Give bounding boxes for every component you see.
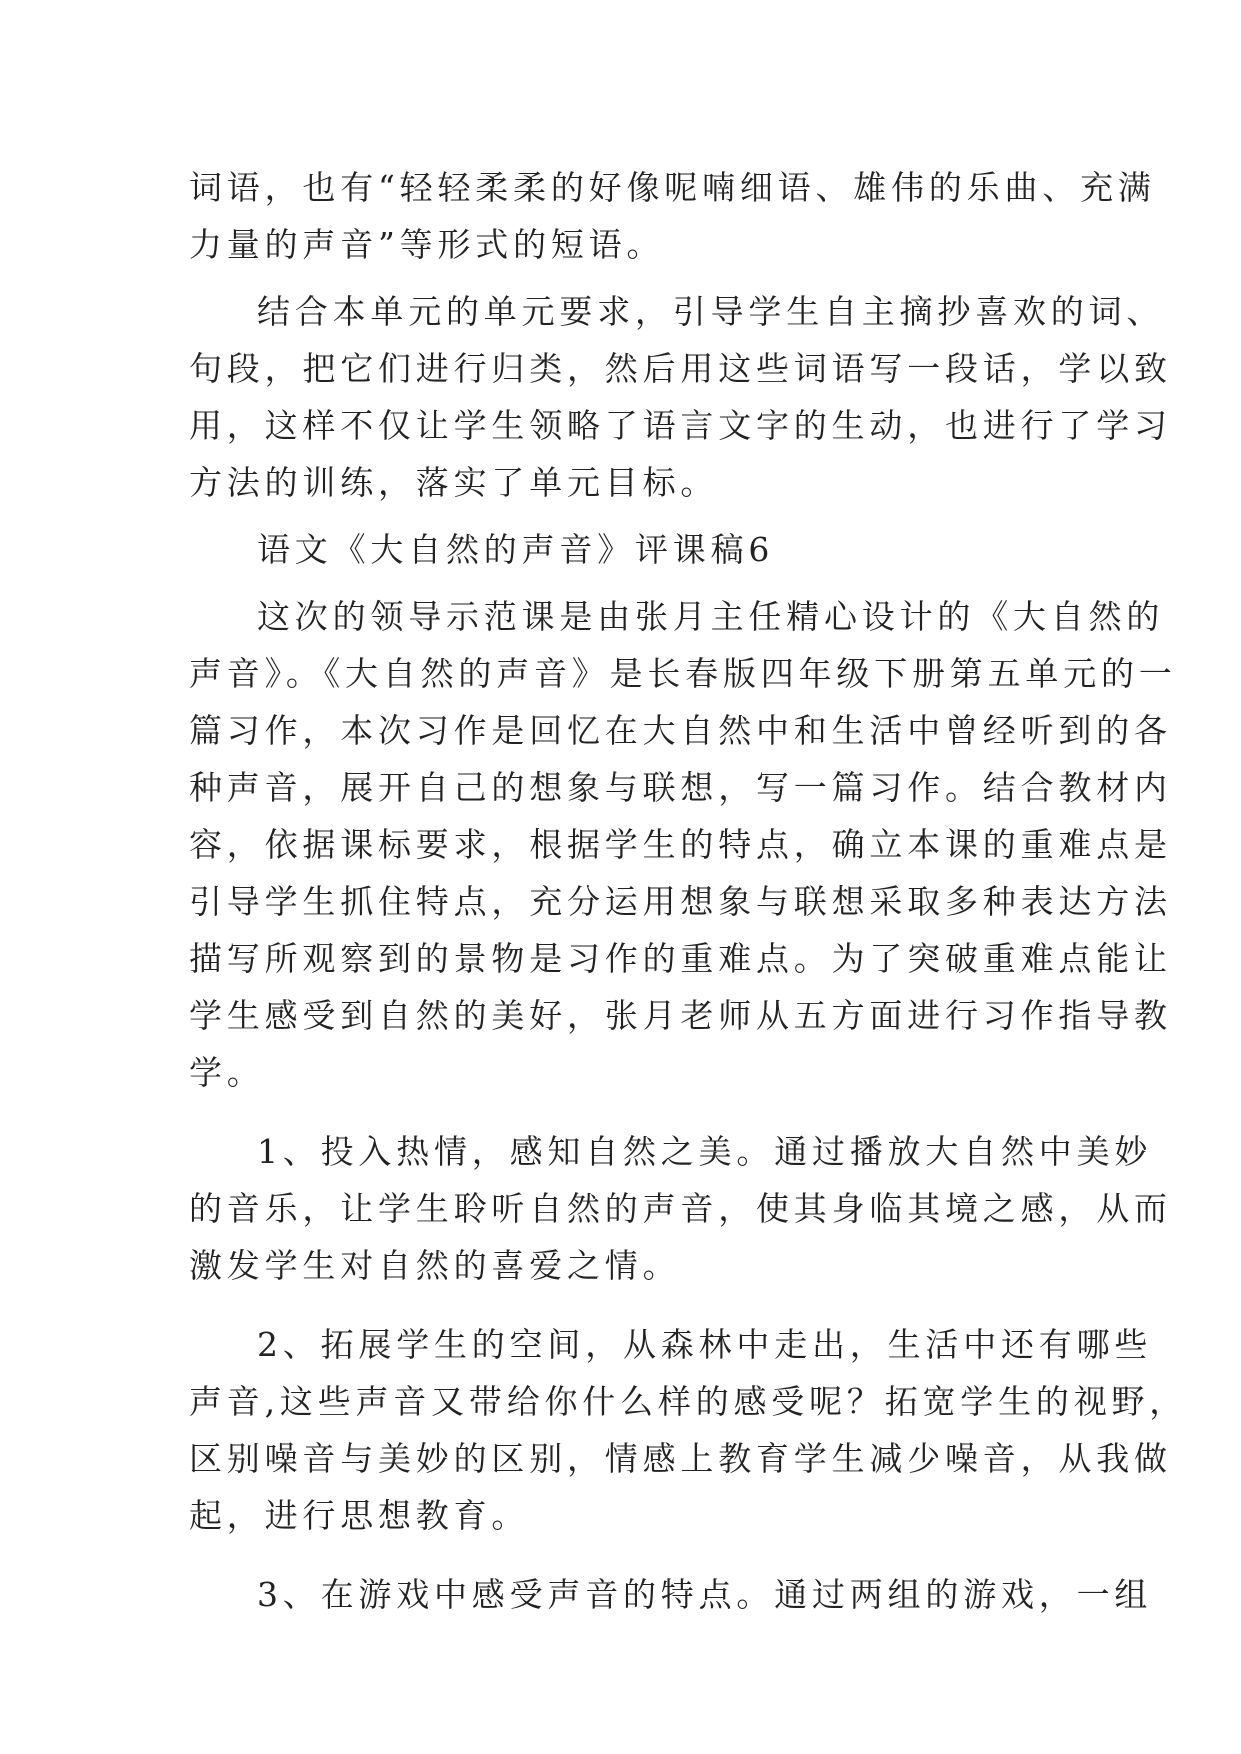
text-line: 的音乐，让学生聆听自然的声音，使其身临其境之感，从而 [189, 1189, 1172, 1228]
text-line: 容，依据课标要求，根据学生的特点，确立本课的重难点是 [189, 825, 1172, 864]
text-line: 引导学生抓住特点，充分运用想象与联想采取多种表达方法 [189, 882, 1172, 921]
text-line: 力量的声音”等形式的短语。 [189, 225, 665, 264]
text-line: 篇习作，本次习作是回忆在大自然中和生活中曾经听到的各 [189, 711, 1172, 750]
text-line: 方法的训练，落实了单元目标。 [189, 463, 719, 502]
text-line: 区别噪音与美妙的区别，情感上教育学生减少噪音，从我做 [189, 1439, 1172, 1478]
text-line: 学。 [189, 1053, 265, 1092]
text-line: 起，进行思想教育。 [189, 1496, 530, 1535]
text-line: 词语，也有“轻轻柔柔的好像呢喃细语、雄伟的乐曲、充满 [189, 168, 1156, 207]
paragraph-start-line: 结合本单元的单元要求，引导学生自主摘抄喜欢的词、 [257, 292, 1165, 331]
document-body [189, 159, 1188, 1623]
text-line: 描写所观察到的景物是习作的重难点。为了突破重难点能让 [189, 939, 1172, 978]
text-line: 用，这样不仅让学生领略了语言文字的生动，也进行了学习 [189, 406, 1172, 445]
list-item-1-start: 1、投入热情，感知自然之美。通过播放大自然中美妙 [257, 1132, 1153, 1171]
list-item-2-start: 2、拓展学生的空间，从森林中走出，生活中还有哪些 [257, 1325, 1153, 1364]
paragraph-start-line: 这次的领导示范课是由张月主任精心设计的《大自然的 [257, 597, 1165, 636]
section-heading: 语文《大自然的声音》评课稿6 [257, 530, 775, 569]
text-line: 声音,这些声音又带给你什么样的感受呢？拓宽学生的视野， [189, 1382, 1188, 1421]
text-line: 种声音，展开自己的想象与联想，写一篇习作。结合教材内 [189, 768, 1172, 807]
text-line: 声音》。《大自然的声音》是长春版四年级下册第五单元的一 [189, 654, 1177, 693]
text-line: 激发学生对自然的喜爱之情。 [189, 1246, 681, 1285]
list-item-3-start: 3、在游戏中感受声音的特点。通过两组的游戏，一组 [257, 1575, 1153, 1614]
text-line: 学生感受到自然的美好，张月老师从五方面进行习作指导教 [189, 996, 1172, 1035]
text-line: 句段，把它们进行归类，然后用这些词语写一段话，学以致 [189, 349, 1172, 388]
